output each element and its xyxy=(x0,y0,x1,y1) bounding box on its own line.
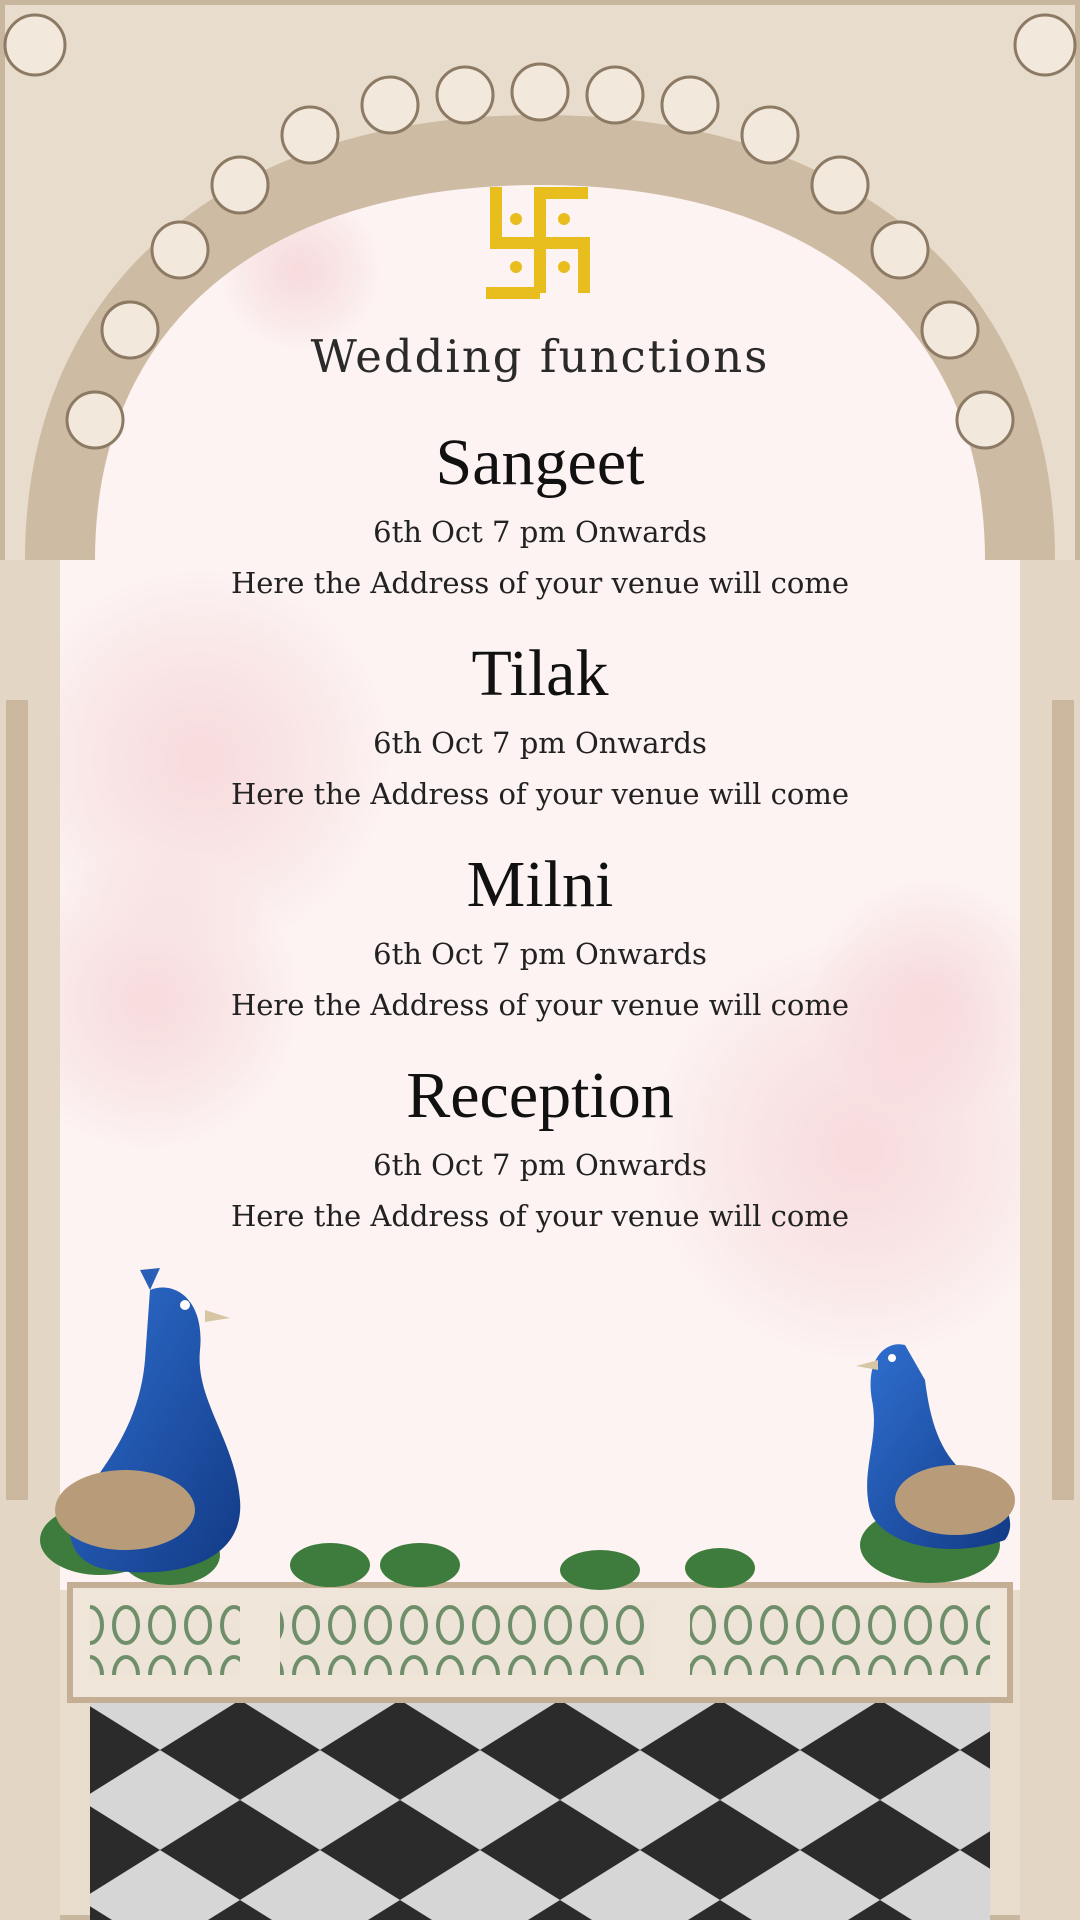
event-address: Here the Address of your venue will come xyxy=(230,566,849,600)
event-name-reception: Reception xyxy=(406,1059,674,1132)
checkered-floor xyxy=(90,1700,990,1920)
event-address: Here the Address of your venue will come xyxy=(230,777,849,811)
event-datetime: 6th Oct 7 pm Onwards xyxy=(373,1148,707,1182)
event-name-sangeet: Sangeet xyxy=(435,426,645,499)
event-datetime: 6th Oct 7 pm Onwards xyxy=(373,726,707,760)
event-address: Here the Address of your venue will come xyxy=(230,988,849,1022)
event-address: Here the Address of your venue will come xyxy=(230,1199,849,1233)
event-datetime: 6th Oct 7 pm Onwards xyxy=(373,515,707,549)
event-name-milni: Milni xyxy=(466,848,614,921)
event-datetime: 6th Oct 7 pm Onwards xyxy=(373,937,707,971)
event-name-tilak: Tilak xyxy=(471,637,609,710)
invitation-heading: Wedding functions xyxy=(310,330,770,383)
